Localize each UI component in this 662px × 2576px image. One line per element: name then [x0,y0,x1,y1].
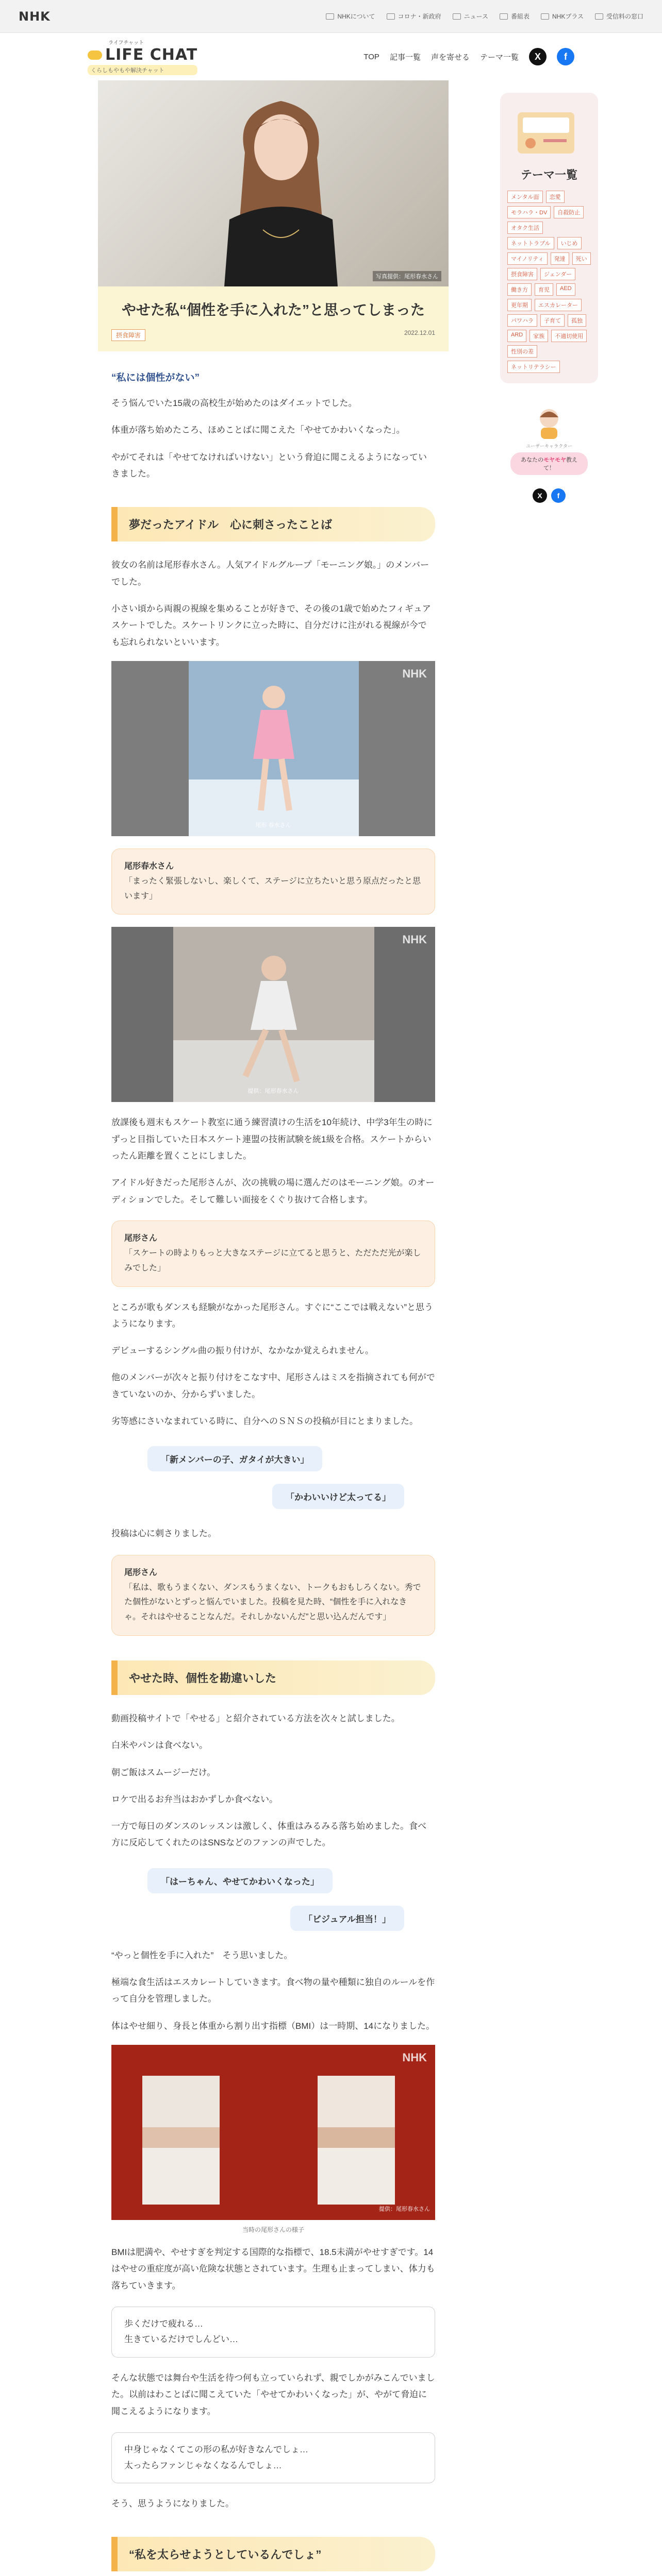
photo-subcaption: 当時の尾形さんの様子 [242,2226,304,2233]
article-content [98,370,449,2576]
theme-tag[interactable]: 孤独 [568,314,586,327]
topnav-item-program[interactable] [500,12,529,21]
section-heading: 夢だったアイドル 心に刺さったことば [111,507,435,541]
body-photo-illustration [111,2045,435,2220]
character-icon [528,404,570,440]
paragraph: 極端な食生活はエスカレートしていきます。食べ物の量や種類に独自のルールを作って自分を管理しました。 [111,1977,435,2004]
theme-tag[interactable]: エスカレーター [535,299,582,311]
article-title: やせた私“個性を手に入れた”と思ってしまった [121,302,425,318]
nhk-watermark: NHK [402,2050,427,2064]
topnav-item-fee[interactable] [595,12,643,21]
paragraph: 他のメンバーが次々と振り付けをこなす中、尾形さんはミスを指摘されても何ができていないのか、分からずいました。 [111,1372,435,1399]
quote-text: 「スケートの時よりもっと大きなステージに立てると思うと、ただただ光が楽しみでした」 [124,1248,421,1273]
paragraph: デビューするシングル曲の振り付けが、なかなか覚えられません。 [111,1346,374,1356]
theme-tag[interactable]: いじめ [557,237,582,249]
cloud-icon [88,50,102,60]
theme-tag[interactable]: 死い [572,252,591,265]
section-heading: やせた時、個性を勘違いした [111,1660,435,1695]
skating-photo-2 [111,927,435,1102]
sidebar [500,80,598,2576]
theme-tag[interactable]: 恋愛 [546,191,565,203]
sns-bubble-row [111,1862,435,1900]
theme-tag[interactable]: ネットトラブル [507,237,554,249]
theme-tag[interactable]: モラハラ・DV [507,206,551,218]
theme-tag[interactable]: 更年期 [507,299,532,311]
virus-icon [387,13,395,20]
brand-logo[interactable] [88,38,197,75]
paragraph: 体はやせ細り、身長と体重から割り出す指標（BMI）は一時期、14になりました。 [111,2021,435,2031]
paragraph: 白米やパンは食べない。 [111,1740,208,1751]
quote-box [111,1555,435,1636]
theme-tag[interactable]: 働き方 [507,283,532,296]
global-topbar [0,0,662,33]
theme-list-box [500,93,598,383]
facebook-icon[interactable]: f [557,48,574,65]
photo-caption: 提供：尾形春水さん [247,1088,299,1095]
category-tag[interactable]: 摂食障害 [111,329,145,341]
paragraph: 朝ご飯はスムージーだけ。 [111,1767,216,1777]
quote-speaker: 尾形さん [124,1233,158,1243]
theme-tag[interactable]: ジェンダー [540,268,575,280]
theme-tag[interactable]: 育児 [535,283,553,296]
banner-line: あなたの [521,457,543,463]
tv-icon [326,13,334,20]
facebook-icon[interactable]: f [551,488,566,503]
theme-tag[interactable]: パワハラ [507,314,537,327]
skating-illustration-2 [111,927,435,1102]
sidebar-social [500,488,598,503]
quote-text: 「私は、歌もうまくない、ダンスもうまくない、トークもおもしろくない。秀でた個性がないとずっと悩んでいました。投稿を見た時、“個性を手に入れなきゃ。それはやせることなんだ。それしかないんだ”と思い込んだんです」 [124,1583,421,1622]
paragraph: 小さい頃から両親の視線を集めることが好きで、その後の1歳で始めたフィギュアスケートでした。スケートリンクに立った時に、自分だけに注がれる視線が今でも忘れられないといいます。 [111,603,431,647]
section-heading: “私を太らせようとしているんでしょ” [111,2537,435,2571]
nhk-watermark: NHK [402,667,427,680]
paragraph: アイドル好きだった尾形さんが、次の挑戦の場に選んだのはモーニング娘。のオーディションでした。そして難しい面接をくぐり抜けて合格します。 [111,1178,435,1205]
topnav-label: 番組表 [510,13,529,20]
paragraph: 劣等感にさいなまれている時に、自分へのＳＮＳの投稿が目にとまりました。 [111,1416,418,1427]
site-header [0,33,662,80]
nhk-logo[interactable]: NHK [19,9,51,24]
photo-caption: 尾形 春水さん [255,822,291,828]
topnav-item-news[interactable] [453,12,488,21]
nav-top[interactable]: TOP [363,52,379,61]
photo-caption: 提供：尾形春水さん [379,2206,430,2212]
page-body [0,80,662,2576]
theme-tag[interactable]: オタク生活 [507,222,543,234]
skating-illustration [111,661,435,836]
theme-tag[interactable]: メンタル面 [507,191,543,203]
sns-bubble: 「はーちゃん、やせてかわいくなった」 [147,1868,333,1893]
theme-illustration [507,102,585,159]
paragraph: そんな状態では舞台や生活を待つ何も立っていられず、親でしかがみこんでいました。以前はわことばに聞こえていた「やせてかわいくなった」が、やがて脅迫に聞こえるようになります。 [111,2373,435,2416]
topnav-label: コロナ・新政府 [398,13,441,20]
paragraph: BMIは肥満や、やせすぎを判定する国際的な指標で、18.5未満がやせすぎです。14はやせの重症度が高い危険な状態とされています。生理も止まってしまい、体力も落ちていきます。 [111,2247,435,2291]
quote-speaker: 尾形春水さん [124,861,174,871]
paragraph: 動画投稿サイトで「やせる」と紹介されている方法を次々と試しました。 [111,1714,400,1723]
sns-bubble-row [111,1900,435,1937]
lead-paragraph: 体重が落ち始めたころ、ほめことばに聞こえた「やせてかわいくなった」。 [111,425,405,435]
hero-image [98,80,449,286]
article-main [98,80,449,2576]
program-icon [500,13,508,20]
paragraph: 放課後も週末もスケート教室に通う練習漬けの生活を10年続け、中学3年生の時にずっと目指していた日本スケート連盟の技術試験を統1級を合格。スケートからいったん距離を置くことにしました。 [111,1117,433,1161]
x-icon[interactable]: X [529,48,547,65]
theme-tag[interactable]: 発達 [551,252,569,265]
brand-small: ライフチャット [108,40,144,46]
sns-bubble-row [111,1478,435,1515]
topnav-item-corona[interactable] [387,12,441,21]
article-header [98,286,449,351]
quote-box [111,849,435,915]
sns-bubble: 「ビジュアル担当！」 [290,1906,404,1931]
theme-tag[interactable]: ネットリテラシー [507,361,560,373]
topnav-label: ニュース [464,13,488,20]
lead-paragraph: やがてそれは「やせてなければいけない」という脅迫に聞こえるようになっていきました。 [111,452,427,479]
theme-tag[interactable]: 家族 [529,330,548,342]
site-nav [363,48,574,65]
paragraph: “やっと個性を手に入れた” そう思いました。 [111,1950,293,1960]
paragraph: 彼女の名前は尾形春水さん。人気アイドルグループ「モーニング娘。」のメンバーでした。 [111,560,429,587]
theme-tag-list [507,191,591,373]
lead-paragraph: そう悩んでいた15歳の高校生が始めたのはダイエットでした。 [111,398,357,409]
topnav-item-about[interactable] [326,12,375,21]
global-nav [326,12,643,21]
mic-icon [595,13,603,20]
lead-heading: “私には個性がない” [111,372,200,384]
body-photo [111,2045,435,2220]
topnav-label: NHKについて [337,13,375,20]
theme-list-title: テーマ一覧 [520,168,577,181]
theme-tag[interactable]: マイノリティ [507,252,548,265]
theme-tag[interactable]: 子育て [540,314,565,327]
banner-pill [510,452,588,475]
paragraph: ところが歌もダンスも経験がなかった尾形さん。すぐに“ここでは戦えない”と思うようになります。 [111,1302,434,1329]
theme-tag[interactable]: 摂食障害 [507,268,537,280]
theme-tag[interactable]: ARD [507,330,526,342]
brand-title [88,46,197,64]
theme-tag[interactable]: 不適切使用 [551,330,587,342]
sns-bubble: 「新メンバーの子、ガタイが大きい」 [147,1446,322,1471]
feedback-banner[interactable] [510,404,588,475]
hero-portrait [214,91,348,286]
news-icon [453,13,461,20]
nav-articles[interactable]: 記事一覧 [389,53,421,62]
paragraph: 一方で毎日のダンスのレッスンは激しく、体重はみるみる落ち始めました。食べ方に反応してくれたのはSNSなどのファンの声でした。 [111,1821,427,1848]
quote-speaker: 尾形さん [124,1568,158,1577]
banner-tail: 教えて！ [543,457,577,471]
nhk-watermark: NHK [402,933,427,946]
topnav-label: 受信料の窓口 [606,13,643,20]
banner-top-text: ユーザーキャラクター [526,444,572,449]
brand-name: LIFE CHAT [105,46,198,64]
x-icon[interactable]: X [533,488,547,503]
nav-themes[interactable]: テーマ一覧 [479,53,519,62]
banner-highlight: モヤモヤ [543,457,566,463]
theme-tag[interactable]: AED [556,283,575,296]
topnav-label: NHKプラス [552,13,584,20]
skating-photo-1 [111,661,435,836]
theme-tag[interactable]: 自殺防止 [554,206,584,218]
sns-bubble-row [111,1440,435,1478]
topnav-item-plus[interactable] [541,12,584,21]
nav-submit[interactable]: 声を寄せる [431,53,470,62]
brand-tagline: くらしもやもや解決チャット [88,65,197,75]
quote-text: 「まったく緊張しないし、楽しくて、ステージに立ちたいと思う原点だったと思います」 [124,876,421,901]
plus-icon [541,13,549,20]
monologue-box: 中身じゃなくてこの形の私が好きなんでしょ… 太ったらファンじゃなくなるんでしょ… [111,2432,435,2483]
article-meta [111,329,435,341]
paragraph: 投稿は心に刺さりました。 [111,1529,217,1539]
sns-bubble: 「かわいいけど太ってる」 [272,1484,404,1509]
paragraph: ロケで出るお弁当はおかずしか食べない。 [111,1794,278,1804]
paragraph: そう、思うようになりました。 [111,2499,234,2509]
theme-tag[interactable]: 性別の差 [507,345,537,358]
monologue-box: 歩くだけで疲れる… 生きているだけでしんどい… [111,2307,435,2358]
hero-credit: 写真提供：尾形春水さん [373,271,441,281]
publish-date: 2022.12.01 [404,329,435,337]
quote-box [111,1221,435,1287]
